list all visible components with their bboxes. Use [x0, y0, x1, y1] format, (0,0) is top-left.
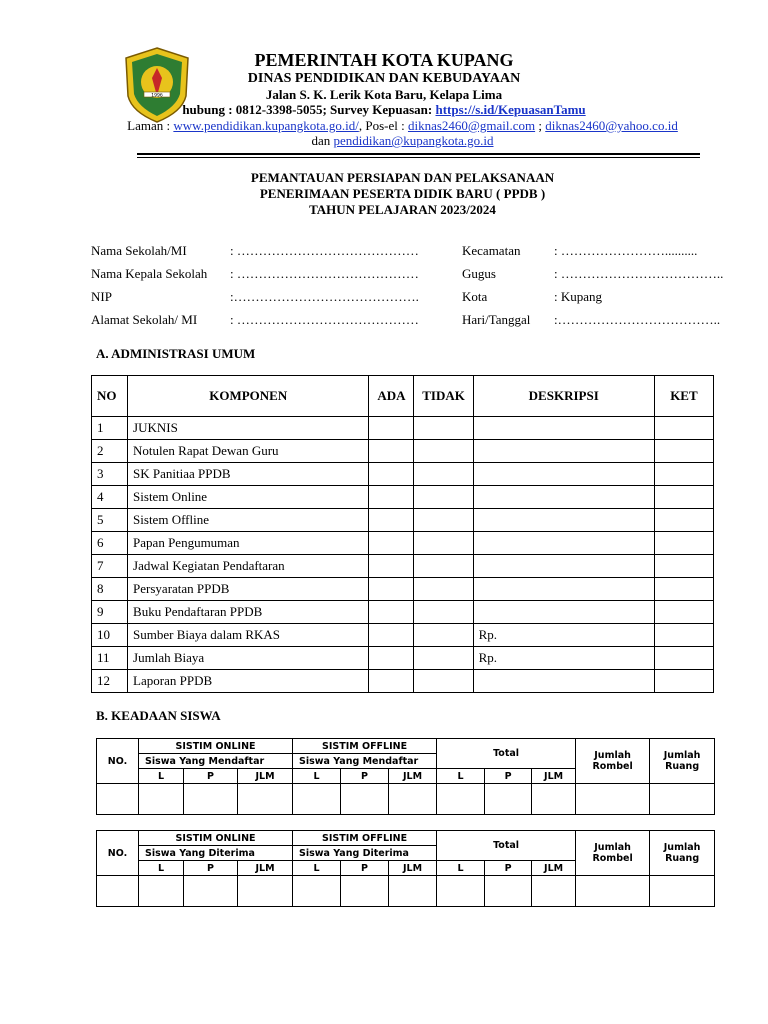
t2-total-p: P — [485, 861, 532, 876]
header-email-line2 — [0, 133, 768, 149]
row-deskripsi — [473, 555, 654, 578]
admin-table-row — [92, 601, 714, 624]
t1-cell — [341, 784, 389, 815]
col-ket: KET — [654, 376, 713, 417]
t1-online-sub: Siswa Yang Mendaftar — [139, 754, 293, 769]
t2-data-row — [97, 876, 715, 907]
info-cluster-label: Gugus — [462, 266, 496, 281]
row-no: 12 — [92, 670, 128, 693]
row-deskripsi: Rp. — [473, 624, 654, 647]
col-tidak: TIDAK — [414, 376, 473, 417]
t2-cell — [485, 876, 532, 907]
row-komponen: JUKNIS — [128, 417, 369, 440]
admin-table-row — [92, 532, 714, 555]
row-komponen: Jumlah Biaya — [128, 647, 369, 670]
row-no: 2 — [92, 440, 128, 463]
admin-table-row — [92, 555, 714, 578]
row-ada-checkbox — [369, 486, 414, 509]
t1-cell — [485, 784, 532, 815]
header-divider-thin — [137, 157, 700, 158]
admin-table-row — [92, 509, 714, 532]
info-nip-label: NIP — [91, 289, 112, 304]
row-no: 4 — [92, 486, 128, 509]
info-district-value: : …………………….......... — [554, 243, 698, 258]
row-ada-checkbox — [369, 578, 414, 601]
info-principal-value: : …………………………………… — [230, 266, 419, 281]
row-no: 6 — [92, 532, 128, 555]
row-tidak-checkbox — [414, 555, 473, 578]
row-ada-checkbox — [369, 440, 414, 463]
t1-total-jlm: JLM — [532, 769, 576, 784]
t1-no-header: NO. — [97, 739, 139, 784]
row-deskripsi — [473, 578, 654, 601]
admin-table-row — [92, 624, 714, 647]
yahoo-link[interactable]: diknas2460@yahoo.co.id — [545, 118, 678, 133]
t2-total-header: Total — [437, 831, 576, 861]
row-komponen: Persyaratan PPDB — [128, 578, 369, 601]
row-tidak-checkbox — [414, 578, 473, 601]
t1-total-header: Total — [437, 739, 576, 769]
t1-offline-header: SISTIM OFFLINE — [293, 739, 437, 754]
t2-online-l: L — [139, 861, 184, 876]
t2-offline-sub: Siswa Yang Diterima — [293, 846, 437, 861]
row-komponen: Buku Pendaftaran PPDB — [128, 601, 369, 624]
t2-total-jlm: JLM — [532, 861, 576, 876]
row-ada-checkbox — [369, 555, 414, 578]
info-city-value: : Kupang — [554, 289, 603, 304]
t2-offline-header: SISTIM OFFLINE — [293, 831, 437, 846]
website-label: Laman : — [127, 118, 174, 133]
row-tidak-checkbox — [414, 509, 473, 532]
header-divider-thick — [137, 153, 700, 155]
t2-cell — [532, 876, 576, 907]
admin-table-header — [92, 376, 714, 417]
header-contact — [0, 102, 768, 118]
info-nip-value: :……………………………………. — [230, 289, 419, 304]
row-ket — [654, 486, 713, 509]
website-link[interactable]: www.pendidikan.kupangkota.go.id/ — [173, 118, 359, 133]
col-ada: ADA — [369, 376, 414, 417]
info-school-name-label: Nama Sekolah/MI — [91, 243, 187, 258]
t1-data-row — [97, 784, 715, 815]
row-ada-checkbox — [369, 509, 414, 532]
t1-online-jlm: JLM — [238, 769, 293, 784]
t1-offline-p: P — [341, 769, 389, 784]
t1-cell — [532, 784, 576, 815]
row-no: 5 — [92, 509, 128, 532]
t2-offline-l: L — [293, 861, 341, 876]
row-deskripsi — [473, 532, 654, 555]
info-city-label: Kota — [462, 289, 488, 304]
t1-cell — [437, 784, 485, 815]
info-cluster-value: : ……………………………….. — [554, 266, 724, 281]
row-no: 1 — [92, 417, 128, 440]
row-deskripsi: Rp. — [473, 647, 654, 670]
row-no: 9 — [92, 601, 128, 624]
t2-online-header: SISTIM ONLINE — [139, 831, 293, 846]
section-b-heading: B. KEADAAN SISWA — [96, 708, 221, 723]
t1-offline-l: L — [293, 769, 341, 784]
row-deskripsi — [473, 463, 654, 486]
t1-offline-sub: Siswa Yang Mendaftar — [293, 754, 437, 769]
row-ada-checkbox — [369, 417, 414, 440]
t2-no-header: NO. — [97, 831, 139, 876]
t2-rombel-header: Jumlah Rombel — [576, 831, 650, 876]
t1-cell — [97, 784, 139, 815]
row-tidak-checkbox — [414, 647, 473, 670]
t1-offline-jlm: JLM — [389, 769, 437, 784]
t1-rombel-header: Jumlah Rombel — [576, 739, 650, 784]
row-tidak-checkbox — [414, 624, 473, 647]
row-no: 11 — [92, 647, 128, 670]
row-tidak-checkbox — [414, 486, 473, 509]
admin-table — [91, 375, 714, 693]
row-ket — [654, 417, 713, 440]
row-ada-checkbox — [369, 670, 414, 693]
t2-cell — [341, 876, 389, 907]
info-date-label: Hari/Tanggal — [462, 312, 531, 327]
email-and-label: dan — [311, 133, 334, 148]
row-deskripsi — [473, 670, 654, 693]
t2-cell — [437, 876, 485, 907]
row-deskripsi — [473, 486, 654, 509]
row-ada-checkbox — [369, 532, 414, 555]
row-ket — [654, 578, 713, 601]
admin-table-row — [92, 578, 714, 601]
admin-table-row — [92, 463, 714, 486]
row-ket — [654, 647, 713, 670]
row-tidak-checkbox — [414, 532, 473, 555]
row-ket — [654, 555, 713, 578]
admin-table-row — [92, 486, 714, 509]
row-komponen: Sumber Biaya dalam RKAS — [128, 624, 369, 647]
info-principal-label: Nama Kepala Sekolah — [91, 266, 208, 281]
t2-ruang-header: Jumlah Ruang — [650, 831, 715, 876]
admin-table-row — [92, 670, 714, 693]
t1-cell — [184, 784, 238, 815]
t2-online-jlm: JLM — [238, 861, 293, 876]
t2-cell — [576, 876, 650, 907]
row-tidak-checkbox — [414, 440, 473, 463]
col-komponen: KOMPONEN — [128, 376, 369, 417]
official-email-link[interactable]: pendidikan@kupangkota.go.id — [333, 133, 494, 148]
row-ket — [654, 624, 713, 647]
t2-total-l: L — [437, 861, 485, 876]
row-ada-checkbox — [369, 647, 414, 670]
row-deskripsi — [473, 509, 654, 532]
info-date-value: :……………………………….. — [554, 312, 721, 327]
admin-table-row — [92, 417, 714, 440]
row-tidak-checkbox — [414, 417, 473, 440]
row-tidak-checkbox — [414, 601, 473, 624]
row-ket — [654, 463, 713, 486]
header-web-email — [0, 118, 768, 134]
t1-cell — [238, 784, 293, 815]
doc-title-line2: PENERIMAAN PESERTA DIDIK BARU ( PPDB ) — [259, 186, 546, 201]
row-deskripsi — [473, 601, 654, 624]
t2-cell — [238, 876, 293, 907]
t2-online-p: P — [184, 861, 238, 876]
row-ket — [654, 670, 713, 693]
email-separator: ; — [535, 118, 546, 133]
row-ada-checkbox — [369, 601, 414, 624]
t1-cell — [389, 784, 437, 815]
row-komponen: Sistem Online — [128, 486, 369, 509]
t2-cell — [650, 876, 715, 907]
admin-table-row — [92, 647, 714, 670]
col-deskripsi: DESKRIPSI — [473, 376, 654, 417]
survey-link[interactable]: https://s.id/KepuasanTamu — [435, 102, 586, 117]
t1-total-l: L — [437, 769, 485, 784]
info-district-label: Kecamatan — [462, 243, 521, 258]
row-komponen: SK Panitiaa PPDB — [128, 463, 369, 486]
row-komponen: Jadwal Kegiatan Pendaftaran — [128, 555, 369, 578]
row-ada-checkbox — [369, 624, 414, 647]
gmail-link[interactable]: diknas2460@gmail.com — [407, 118, 536, 133]
info-school-name-value: : …………………………………… — [230, 243, 419, 258]
row-ada-checkbox — [369, 463, 414, 486]
t2-online-sub: Siswa Yang Diterima — [139, 846, 293, 861]
row-tidak-checkbox — [414, 670, 473, 693]
admin-table-row — [92, 440, 714, 463]
header-phone-text: hubung : 0812-3398-5055; Survey Kepuasan: — [182, 102, 436, 117]
t1-cell — [139, 784, 184, 815]
t1-online-l: L — [139, 769, 184, 784]
t2-cell — [293, 876, 341, 907]
student-registered-table — [96, 738, 715, 815]
info-address-label: Alamat Sekolah/ MI — [91, 312, 198, 327]
t1-ruang-header: Jumlah Ruang — [650, 739, 715, 784]
header-institution: PEMERINTAH KOTA KUPANG — [254, 50, 514, 70]
col-no: NO — [92, 376, 128, 417]
t2-cell — [184, 876, 238, 907]
student-accepted-table — [96, 830, 715, 907]
row-ket — [654, 509, 713, 532]
row-ket — [654, 532, 713, 555]
row-no: 8 — [92, 578, 128, 601]
row-deskripsi — [473, 440, 654, 463]
header-department: DINAS PENDIDIKAN DAN KEBUDAYAAN — [247, 71, 521, 86]
row-deskripsi — [473, 417, 654, 440]
t1-total-p: P — [485, 769, 532, 784]
t2-offline-jlm: JLM — [389, 861, 437, 876]
row-komponen: Notulen Rapat Dewan Guru — [128, 440, 369, 463]
section-a-heading: A. ADMINISTRASI UMUM — [96, 346, 256, 361]
t2-cell — [97, 876, 139, 907]
row-ket — [654, 601, 713, 624]
doc-title-line1: PEMANTAUAN PERSIAPAN DAN PELAKSANAAN — [250, 170, 555, 185]
doc-title-line3: TAHUN PELAJARAN 2023/2024 — [309, 202, 496, 217]
row-tidak-checkbox — [414, 463, 473, 486]
t1-online-header: SISTIM ONLINE — [139, 739, 293, 754]
row-ket — [654, 440, 713, 463]
t2-offline-p: P — [341, 861, 389, 876]
header-address: Jalan S. K. Lerik Kota Baru, Kelapa Lima — [265, 87, 503, 102]
t1-cell — [650, 784, 715, 815]
row-no: 7 — [92, 555, 128, 578]
row-komponen: Papan Pengumuman — [128, 532, 369, 555]
row-komponen: Sistem Offline — [128, 509, 369, 532]
t2-cell — [139, 876, 184, 907]
t2-cell — [389, 876, 437, 907]
row-komponen: Laporan PPDB — [128, 670, 369, 693]
t1-cell — [576, 784, 650, 815]
logo-year-text: 1996 — [151, 93, 163, 99]
t1-cell — [293, 784, 341, 815]
row-no: 10 — [92, 624, 128, 647]
row-no: 3 — [92, 463, 128, 486]
email-label: , Pos-el : — [358, 118, 408, 133]
info-address-value: : …………………………………… — [230, 312, 419, 327]
t1-online-p: P — [184, 769, 238, 784]
